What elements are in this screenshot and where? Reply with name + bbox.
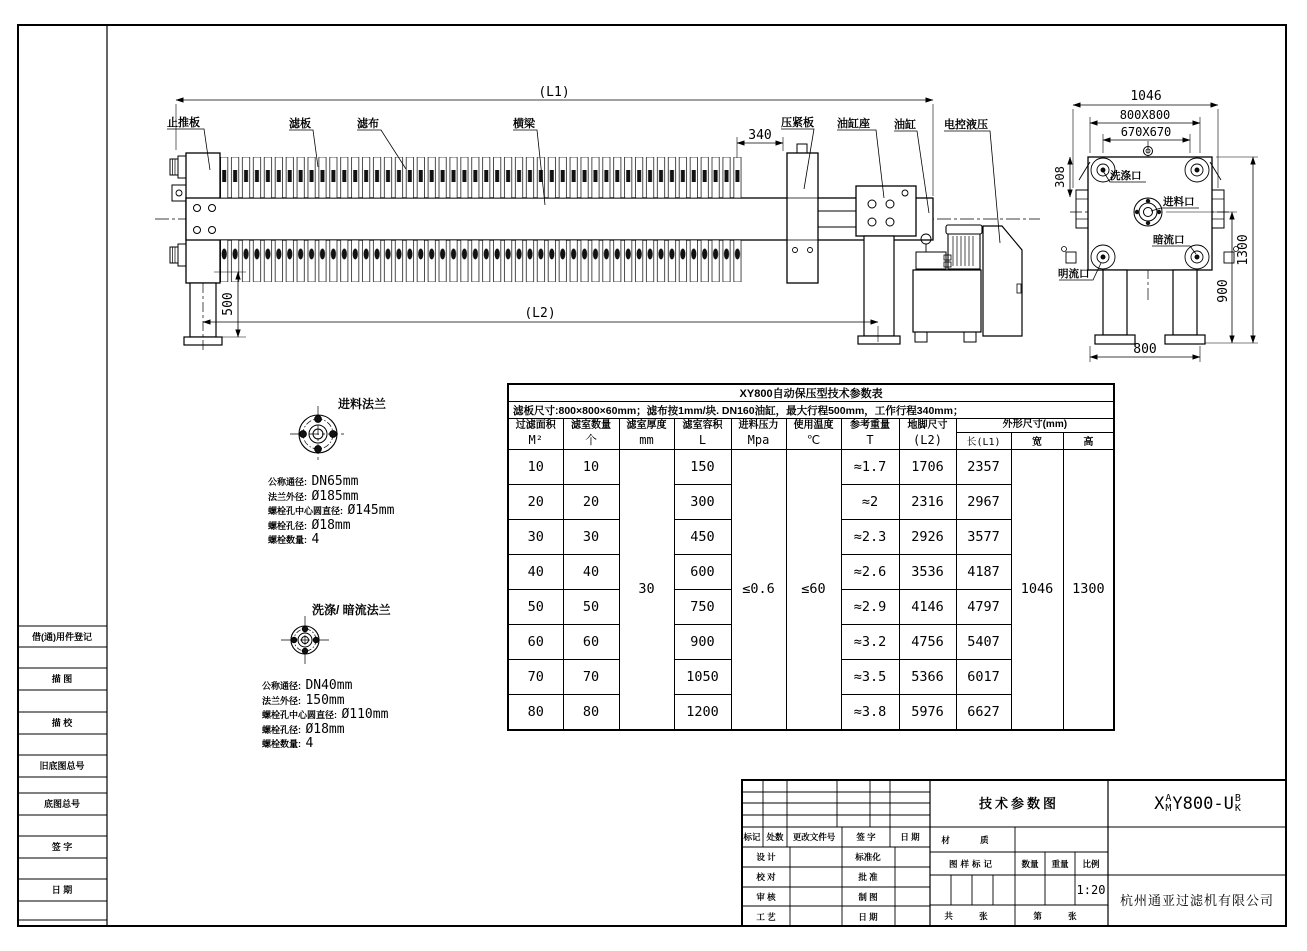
- spec-value: Ø185mm: [311, 488, 359, 504]
- param-cell: 2926: [899, 519, 956, 554]
- drawing-number-p1: X: [1154, 794, 1165, 814]
- sheet-no-label: 第 张: [1033, 911, 1089, 921]
- dim-308: 308: [1053, 166, 1067, 188]
- sign-standardize: 标准化: [855, 852, 881, 862]
- sidebar-item-trace-check: 描 校: [51, 718, 73, 728]
- param-cell: 1706: [899, 449, 956, 484]
- filter-plates-bottom: [219, 240, 743, 282]
- dim-340: 340: [748, 128, 772, 143]
- label-open-flow-port: 明流口: [1058, 268, 1090, 280]
- spec-label: 螺栓孔径:: [268, 520, 307, 531]
- dim-l2: (L2): [524, 306, 556, 321]
- spec-value: DN40mm: [305, 678, 353, 693]
- param-table-body: [508, 449, 1114, 730]
- sign-review: 审 核: [756, 892, 776, 902]
- drawing-number-stack1-top: A: [1165, 792, 1172, 804]
- param-cell: 30: [619, 449, 674, 730]
- label-dark-flow-port: 暗流口: [1153, 234, 1185, 246]
- dim-800x800: 800X800: [1119, 108, 1171, 122]
- sign-design: 设 计: [756, 852, 776, 862]
- param-cell: 5366: [899, 659, 956, 694]
- label-cylinder-seat: 油缸座: [837, 118, 870, 130]
- col-header-pressure: 进料压力 Mpa: [731, 419, 786, 450]
- scale-label: 比例: [1082, 859, 1100, 869]
- drawing-title: 技术参数图: [978, 796, 1060, 811]
- spec-label: 螺栓数量:: [268, 535, 307, 545]
- param-cell: ≈2.6: [841, 554, 899, 589]
- param-cell: 60: [508, 624, 563, 659]
- dim-500: 500: [221, 292, 236, 316]
- table-subtitle: 滤板尺寸:800×800×60mm；滤布按1mm/块. DN160油缸，最大行程500mm，工作行程340mm；: [508, 402, 1114, 419]
- label-filter-cloth: 滤布: [357, 118, 379, 130]
- param-cell: 70: [563, 659, 619, 694]
- param-cell: 50: [563, 589, 619, 624]
- drawing-number-stack2-bottom: K: [1234, 803, 1241, 814]
- param-cell: 30: [508, 519, 563, 554]
- spec-line: [268, 532, 394, 547]
- param-cell: 4146: [899, 589, 956, 624]
- param-cell: ≈2.3: [841, 519, 899, 554]
- feed-flange-title: 进料法兰: [338, 397, 387, 411]
- rev-header-file: 更改文件号: [792, 832, 836, 842]
- dim-800: 800: [1133, 342, 1157, 357]
- param-cell: 50: [508, 589, 563, 624]
- param-cell: 150: [674, 449, 731, 484]
- param-cell: 2967: [956, 484, 1011, 519]
- param-cell: 450: [674, 519, 731, 554]
- drawing-number-stack1-bottom: M: [1165, 803, 1172, 814]
- company-name: 杭州通亚过滤机有限公司: [1119, 893, 1275, 908]
- weight-label: 重量: [1051, 859, 1069, 869]
- spec-value: Ø110mm: [341, 707, 389, 722]
- spec-label: 公称通径:: [262, 681, 301, 691]
- spec-line: [268, 474, 394, 489]
- col-header-temperature: 使用温度 ℃: [786, 419, 841, 450]
- total-sheets-label: 共 张: [944, 911, 1000, 921]
- feed-flange-specs: [268, 474, 394, 547]
- param-cell: 3536: [899, 554, 956, 589]
- spec-line: [262, 707, 388, 722]
- param-cell: ≤0.6: [731, 449, 786, 730]
- label-wash-port: 洗涤口: [1110, 170, 1142, 182]
- spec-label: 螺栓孔中心圆直径:: [262, 710, 337, 720]
- dim-l1: (L1): [538, 85, 570, 100]
- sidebar-item-date: 日 期: [51, 885, 73, 895]
- spec-value: DN65mm: [311, 474, 359, 489]
- sign-process: 工 艺: [756, 912, 776, 922]
- dim-900: 900: [1216, 279, 1231, 303]
- param-cell: ≈3.8: [841, 694, 899, 730]
- param-cell: 2316: [899, 484, 956, 519]
- param-cell: ≈2: [841, 484, 899, 519]
- material-label: 材 质: [941, 835, 1003, 845]
- spec-label: 螺栓数量:: [262, 739, 301, 749]
- sample-mark-label: 图样标记: [948, 859, 996, 869]
- col-header-weight: 参考重量 T: [841, 419, 899, 450]
- col-header-thickness: 滤室厚度 mm: [619, 419, 674, 450]
- col-header-area: 过滤面积 M²: [508, 419, 563, 450]
- param-cell: 5407: [956, 624, 1011, 659]
- feed-flange-drawing: [290, 406, 346, 462]
- spec-line: [268, 489, 394, 504]
- col-header-length: 长(L1): [956, 432, 1011, 449]
- sidebar-item-old-master-no: 旧底图总号: [39, 761, 85, 771]
- param-cell: 1050: [674, 659, 731, 694]
- col-header-anchor: 地脚尺寸 (L2): [899, 419, 956, 450]
- spec-value: Ø145mm: [347, 503, 395, 518]
- drawing-number-p2: Y800-U: [1172, 794, 1234, 814]
- param-cell: 10: [508, 449, 563, 484]
- rev-header-sign: 签 字: [856, 832, 876, 842]
- rev-header-mark: 标记: [743, 832, 761, 842]
- param-cell: 1200: [674, 694, 731, 730]
- label-oil-cylinder: 油缸: [894, 119, 916, 131]
- param-cell: 6017: [956, 659, 1011, 694]
- sidebar-item-tracing: 描 图: [51, 674, 73, 684]
- param-cell: 6627: [956, 694, 1011, 730]
- sidebar-item-signature: 签 字: [51, 842, 73, 852]
- table-title: XY800自动保压型技术参数表: [508, 384, 1114, 402]
- spec-label: 法兰外径:: [262, 695, 301, 706]
- col-header-outline: 外形尺寸(mm): [956, 419, 1114, 433]
- param-cell: 30: [563, 519, 619, 554]
- spec-line: [262, 693, 388, 708]
- param-cell: 300: [674, 484, 731, 519]
- label-cross-beam: 横梁: [513, 118, 535, 130]
- param-cell: 4797: [956, 589, 1011, 624]
- sidebar-item-master-no: 底图总号: [43, 799, 81, 809]
- param-cell: 900: [674, 624, 731, 659]
- spec-line: [268, 518, 394, 533]
- param-cell: 750: [674, 589, 731, 624]
- label-filter-plate: 滤板: [289, 118, 311, 130]
- rev-header-count: 处数: [766, 832, 784, 842]
- param-cell: 80: [563, 694, 619, 730]
- dim-1046: 1046: [1130, 89, 1162, 104]
- param-cell: ≈3.5: [841, 659, 899, 694]
- spec-label: 法兰外径:: [268, 491, 307, 502]
- param-cell: 70: [508, 659, 563, 694]
- spec-line: [262, 736, 388, 751]
- side-view: [155, 144, 1040, 352]
- label-hydraulic-station: 电控液压: [944, 119, 988, 131]
- param-cell: 1300: [1063, 449, 1114, 730]
- spec-label: 公称通径:: [268, 477, 307, 487]
- label-feed-port: 进料口: [1163, 196, 1195, 208]
- wash-flange-title: 洗涤/ 暗流法兰: [312, 603, 391, 617]
- spec-value: 4: [311, 532, 320, 547]
- param-cell: ≈2.9: [841, 589, 899, 624]
- spec-value: 150mm: [305, 692, 345, 708]
- sign-draft: 制 图: [858, 892, 878, 902]
- col-header-chambers: 滤室数量 个: [563, 419, 619, 450]
- param-cell: 4187: [956, 554, 1011, 589]
- param-cell: 10: [563, 449, 619, 484]
- param-cell: 2357: [956, 449, 1011, 484]
- dim-1300: 1300: [1236, 234, 1251, 266]
- param-cell: 5976: [899, 694, 956, 730]
- spec-value: Ø18mm: [311, 517, 351, 533]
- drawing-number: [1112, 784, 1284, 824]
- dim-670x670: 670X670: [1120, 125, 1172, 139]
- sign-date: 日 期: [858, 912, 878, 922]
- sidebar-item-borrow-register: 借(通)用件登记: [32, 632, 92, 642]
- sign-check: 校 对: [756, 872, 776, 882]
- param-cell: ≤60: [786, 449, 841, 730]
- param-cell: 1046: [1011, 449, 1063, 730]
- spec-label: 螺栓孔中心圆直径:: [268, 506, 343, 516]
- wash-flange-drawing: [281, 616, 329, 664]
- spec-line: [262, 722, 388, 737]
- label-thrust-plate: 止推板: [167, 117, 200, 129]
- param-cell: 20: [563, 484, 619, 519]
- param-cell: ≈3.2: [841, 624, 899, 659]
- rev-header-date: 日 期: [900, 832, 920, 842]
- sign-approve: 批 准: [858, 872, 878, 882]
- drawing-number-stack2-top: B: [1234, 792, 1241, 804]
- param-cell: ≈1.7: [841, 449, 899, 484]
- param-cell: 3577: [956, 519, 1011, 554]
- param-cell: 40: [508, 554, 563, 589]
- col-header-width: 宽: [1011, 432, 1063, 449]
- spec-line: [268, 503, 394, 518]
- filter-plates-top: [219, 157, 743, 198]
- wash-flange-specs: [262, 678, 388, 751]
- param-cell: 20: [508, 484, 563, 519]
- label-press-plate: 压紧板: [781, 117, 814, 129]
- param-cell: 40: [563, 554, 619, 589]
- spec-label: 螺栓孔径:: [262, 724, 301, 735]
- col-header-height: 高: [1063, 432, 1114, 449]
- col-header-volume: 滤室容积 L: [674, 419, 731, 450]
- spec-line: [262, 678, 388, 693]
- parameter-table: [507, 383, 1115, 731]
- spec-value: 4: [305, 736, 314, 751]
- param-cell: 60: [563, 624, 619, 659]
- param-cell: 80: [508, 694, 563, 730]
- spec-value: Ø18mm: [305, 721, 345, 737]
- param-cell: 600: [674, 554, 731, 589]
- scale-value: 1:20: [1076, 883, 1106, 897]
- quantity-label: 数量: [1021, 859, 1039, 869]
- param-cell: 4756: [899, 624, 956, 659]
- sidebar-labels: [32, 631, 92, 895]
